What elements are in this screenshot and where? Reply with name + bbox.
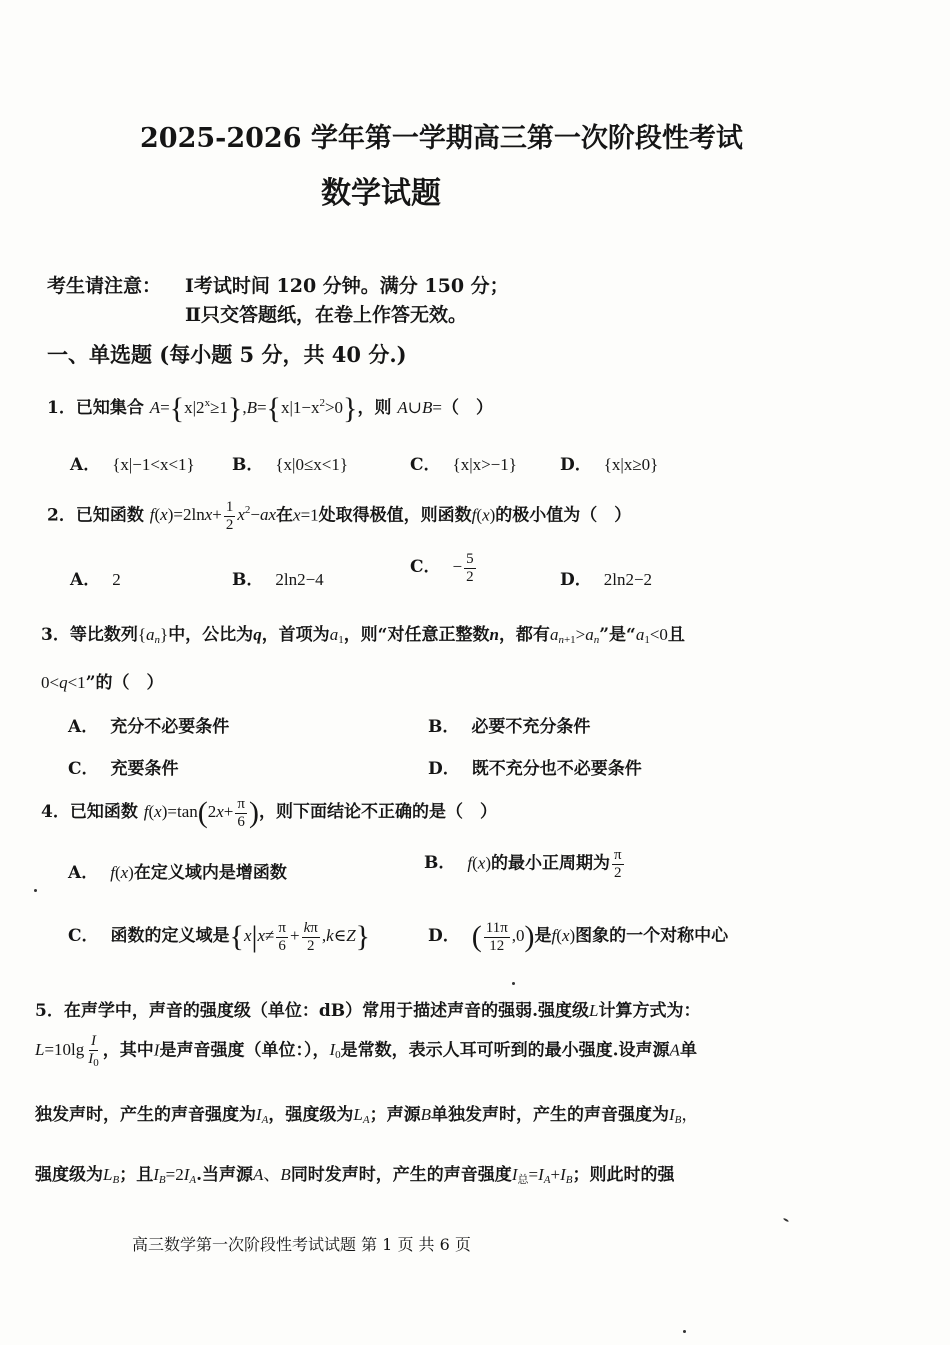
q3-option-d: D． 既不充分也不必要条件 <box>428 759 642 779</box>
scan-speck <box>783 1218 789 1223</box>
q4-option-b: B． f(x)的最小正周期为 $\frac{\pi}{2}$ <box>424 847 622 881</box>
page-footer: 高三数学第一次阶段性考试试题 第 1 页 共 6 页 <box>132 1235 471 1254</box>
q5-text-15: ；则此时的强 <box>572 1165 675 1185</box>
q4-option-a: A． f(x)在定义域内是增函数 <box>68 863 287 883</box>
q2-text-3: 处取得极值，则函数 <box>318 505 472 526</box>
scan-speck <box>34 889 37 892</box>
q5-text-13: .当声源 <box>196 1165 254 1185</box>
q3-text-7: 且 <box>667 625 685 645</box>
q2-formula: f(x)=2lnx+ $\frac{1}{2}$ $x^2-ax$ <box>149 499 277 533</box>
q5-text-2: 计算方式为： <box>598 1001 701 1021</box>
q4-option-c: C． 函数的定义域是{x|x≠ $\frac{\pi}{6}$ + $\frac{k\pi}{2}$ ,k∈Z} <box>68 919 371 954</box>
section-heading: 一、单选题 (每小题 5 分，共 40 分.) <box>47 342 407 367</box>
q3-text-2: 中，公比为 <box>168 625 254 645</box>
question-number: 3． <box>41 625 70 645</box>
q5-text-11: 强度级为 <box>35 1165 103 1185</box>
question-1-stem: 1．已知集合 $A=\{x|2^x\ge 1\},B=\{x|1-x^2>0\}$，则 A∪B=（ ） <box>47 392 493 425</box>
q2-option-a: A． 2 <box>70 570 121 590</box>
question-number: 1． <box>47 397 76 418</box>
q5-text-10: 单独发声时，产生的声音强度为 <box>431 1105 669 1125</box>
q5-text-6: 单 <box>679 1040 697 1061</box>
q4-text-1: 已知函数 <box>69 801 138 822</box>
exam-subtitle: 数学试题 <box>321 176 441 211</box>
q3-text-8: ”的（ ） <box>85 673 164 693</box>
q5-text-12: ；且 <box>119 1165 154 1185</box>
scan-speck <box>683 1330 686 1333</box>
question-5-line-1: 5．在声学中，声音的强度级（单位：dB）常用于描述声音的强弱.强度级L计算方式为： <box>35 1001 701 1021</box>
q5-text-9: ；声源 <box>369 1105 421 1125</box>
q5-text-3: ，其中 <box>102 1040 154 1061</box>
question-3-stem-line2: 0<q<1”的（ ） <box>41 673 164 693</box>
q5-text-14: 同时发声时，产生的声音强度 <box>290 1165 512 1185</box>
q3-text-6: ”是“ <box>599 625 636 645</box>
q2-option-d: D． 2ln2−2 <box>560 570 653 590</box>
q5-text-7: 独发声时，产生的声音强度为 <box>35 1105 256 1125</box>
notice-line-1: Ⅰ考试时间 120 分钟。满分 150 分； <box>185 275 509 297</box>
q5-text-4: 是声音强度（单位：）， <box>159 1040 330 1061</box>
q3-option-c: C． 充要条件 <box>68 759 179 779</box>
question-4-stem <box>41 796 497 830</box>
q1-option-a: A． {x|−1<x<1} <box>70 455 195 475</box>
question-5-line-4: 强度级为$L_B$；且$I_B=2I_A$.当声源A、B同时发声时，产生的声音强度$I_总=I_A+I_B$；则此时的强 <box>35 1165 675 1186</box>
q3-option-a: A． 充分不必要条件 <box>68 717 230 737</box>
q5-formula: L=10lg $\frac{I}{I_0}$ <box>35 1033 99 1069</box>
q5-text-5: 是常数，表示人耳可听到的最小强度.设声源 <box>340 1040 670 1061</box>
q3-text-4: ，则“对任意正整数 <box>343 625 490 645</box>
q1-text-2: ，则 <box>357 397 392 418</box>
q5-text-1: 在声学中，声音的强度级（单位：dB）常用于描述声音的强弱.强度级 <box>63 1001 590 1021</box>
q1-paren: （ ） <box>442 397 493 418</box>
q3-text-3: ，首项为 <box>261 625 330 645</box>
scan-speck <box>512 982 515 985</box>
q2-option-c: C． − $\frac{5}{2}$ <box>410 551 474 585</box>
question-5-line-3: 独发声时，产生的声音强度为$I_A$，强度级为$L_A$；声源B单独发声时，产生的声音强度为$I_B$， <box>35 1105 699 1126</box>
q5-text-8: ，强度级为 <box>268 1105 354 1125</box>
q4-text-2: ，则下面结论不正确的是（ ） <box>258 801 497 822</box>
q1-option-b: B． {x|0≤x<1} <box>232 455 349 475</box>
q2-text-4: 的极小值为（ ） <box>495 505 632 526</box>
notice-label: 考生请注意： <box>47 275 162 297</box>
question-5-line-2: L=10lg $\frac{I}{I_0}$ ，其中I是声音强度（单位：），$I_0$是常数，表示人耳可听到的最小强度.设声源A单 <box>35 1033 697 1069</box>
q4-formula: f(x)=tan(2x+ $\frac{\pi}{6}$ ) <box>143 795 259 830</box>
q3-option-b: B． 必要不充分条件 <box>428 717 591 737</box>
q1-option-d: D． {x|x≥0} <box>560 455 659 475</box>
q2-text-2: 在 <box>276 505 294 526</box>
q1-option-c: C． {x|x>−1} <box>410 455 517 475</box>
q3-text-1: 等比数列 <box>69 625 138 645</box>
question-number: 4． <box>41 801 70 822</box>
q4-option-d: D． ( $\frac{11\pi}{12}$ ,0)是f(x)图象的一个对称中心 <box>428 919 729 954</box>
question-number: 2． <box>47 505 76 526</box>
q1-formula: A <box>149 397 161 417</box>
question-3-stem: 3．等比数列$\{a_n\}$中，公比为q，首项为$a_1$，则“对任意正整数n，都有$a_{n+1}>a_n$”是“$a_1<0$且 <box>41 625 685 646</box>
q1-text: 已知集合 <box>75 397 144 418</box>
question-2-stem: 2．已知函数 f(x)=2lnx+ $\frac{1}{2}$ $x^2-ax$在x=1处取得极值，则函数f(x)的极小值为（ ） <box>47 499 632 533</box>
q2-text: 已知函数 <box>75 505 144 526</box>
q2-option-b: B． 2ln2−4 <box>232 570 324 590</box>
q3-text-5: ，都有 <box>498 625 550 645</box>
exam-title: 2025-2026 学年第一学期高三第一次阶段性考试 <box>140 123 743 154</box>
notice-line-2: Ⅱ只交答题纸，在卷上作答无效。 <box>185 304 468 326</box>
question-number: 5． <box>35 1001 64 1021</box>
